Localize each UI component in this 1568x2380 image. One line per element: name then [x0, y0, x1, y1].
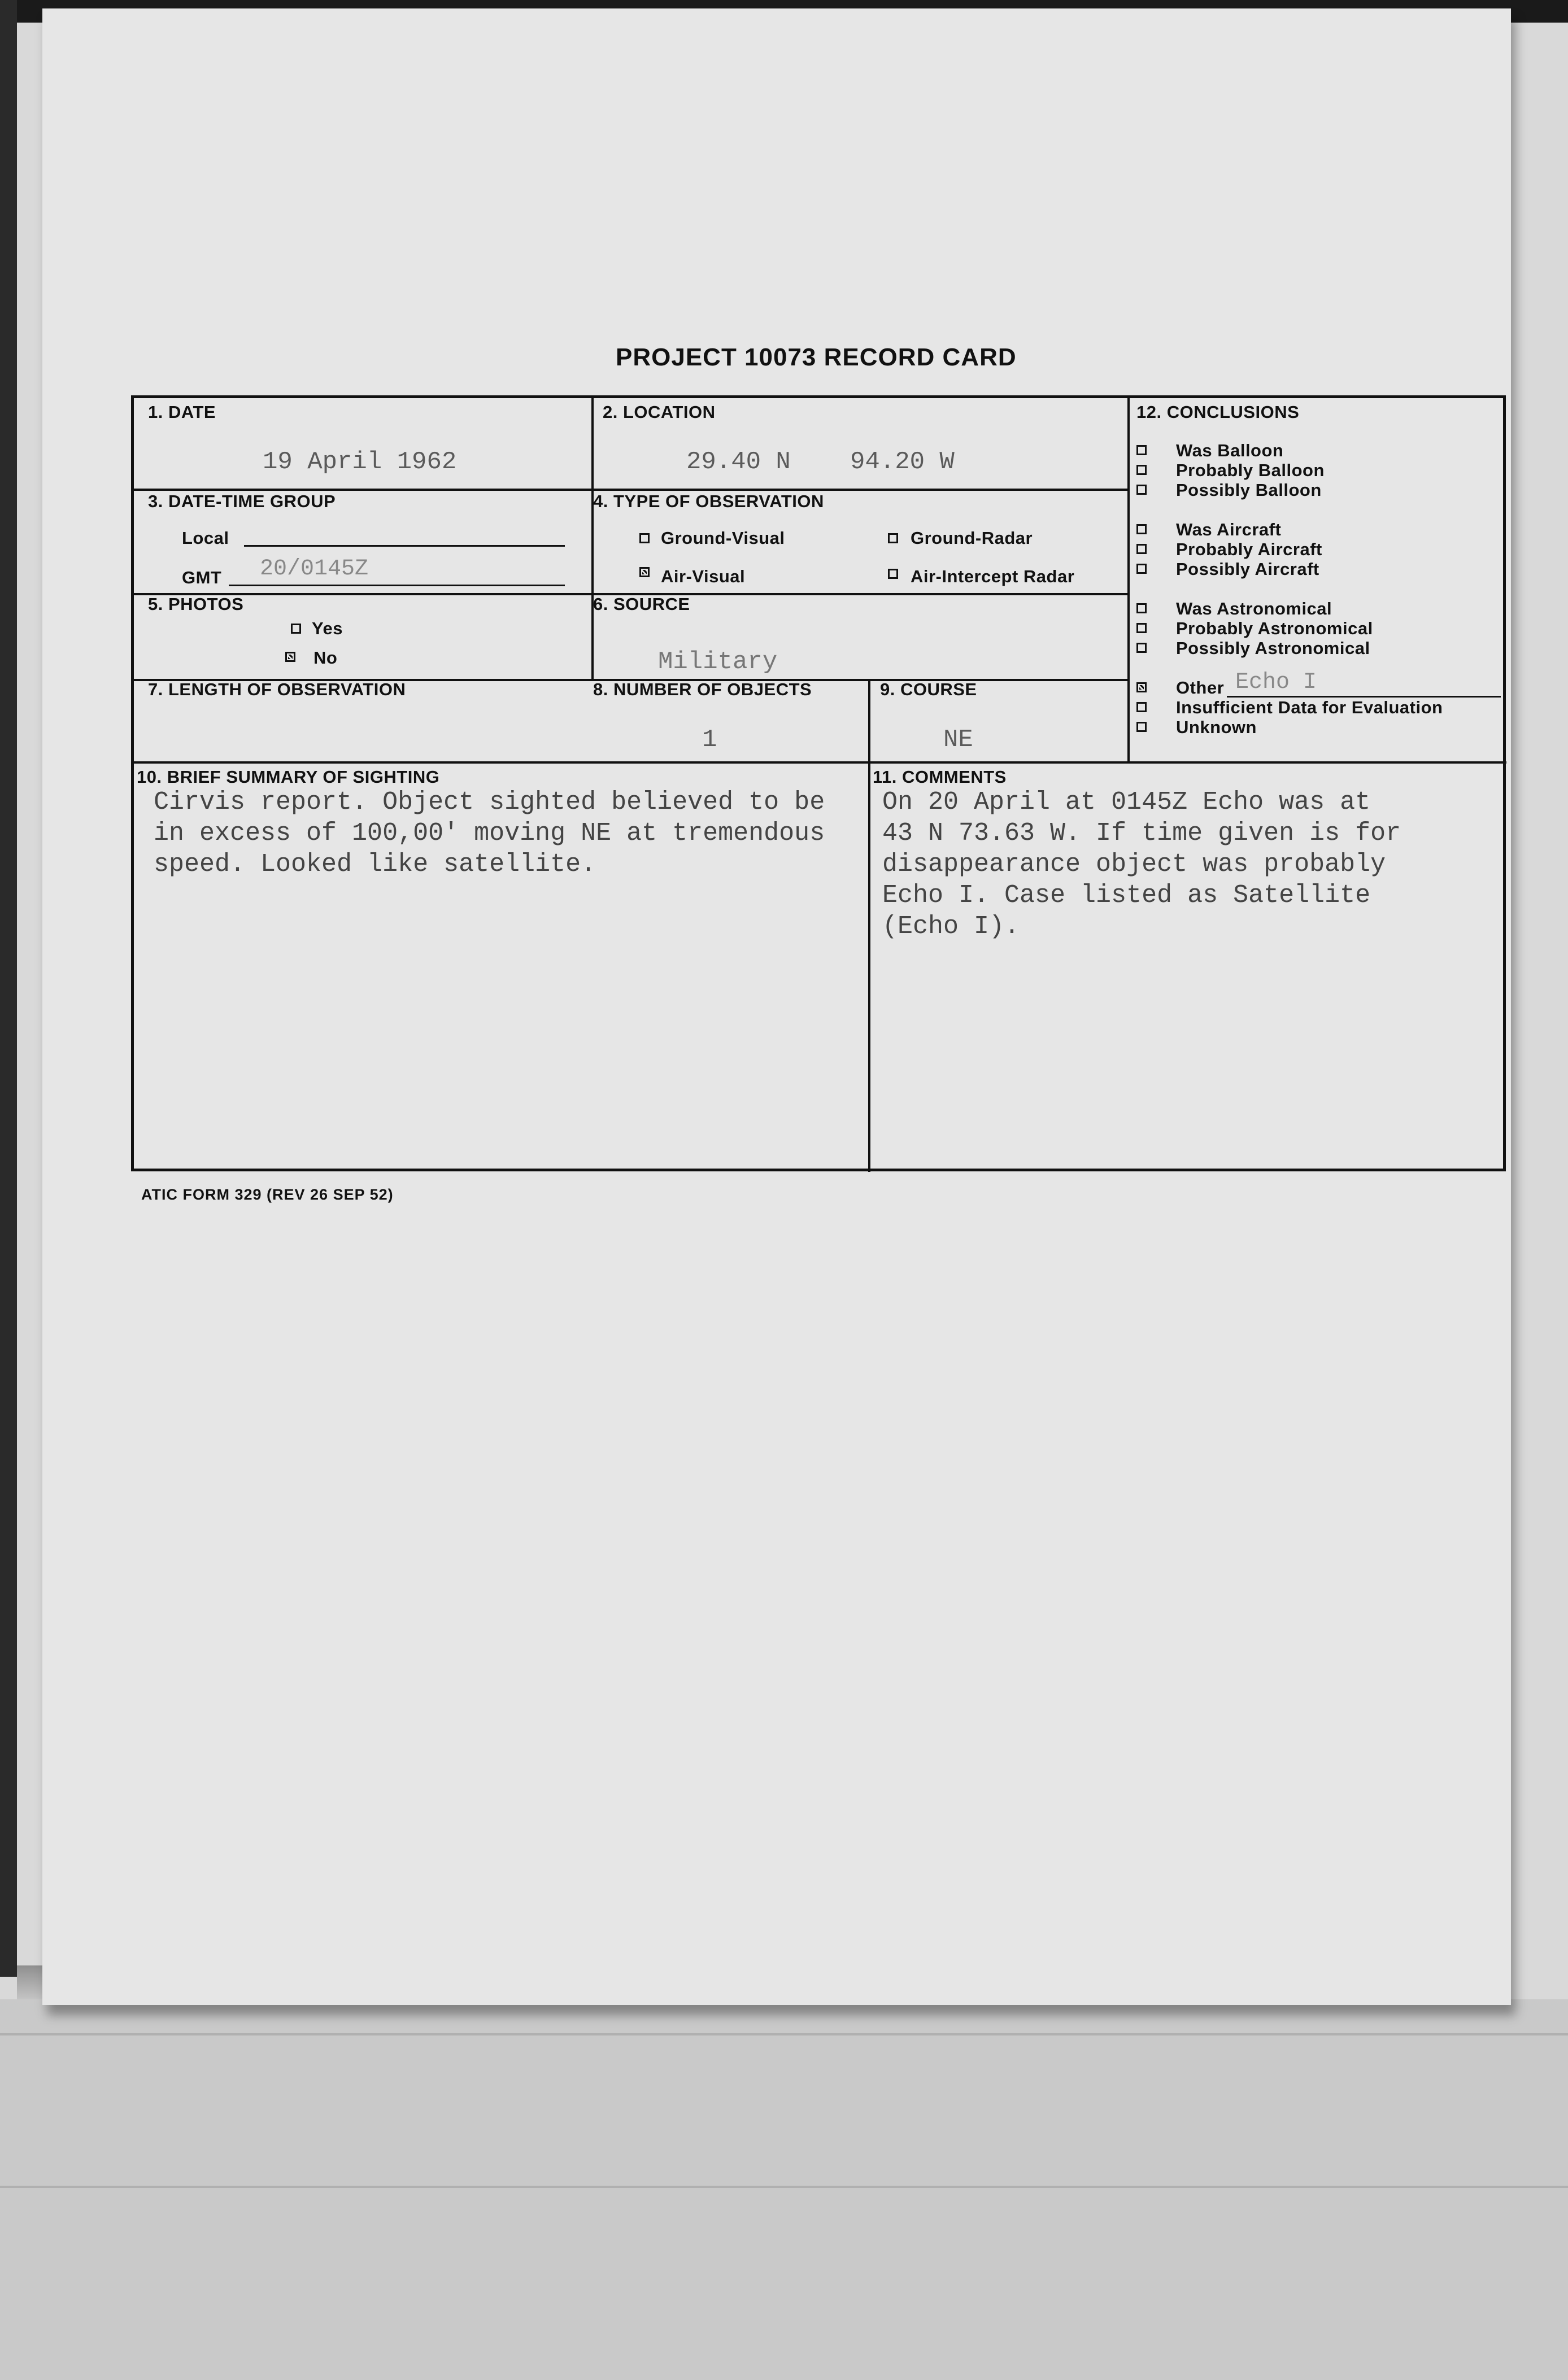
- comments-line: On 20 April at 0145Z Echo was at: [882, 788, 1371, 817]
- divider-v-left: [591, 398, 594, 681]
- divider-v-objects: [868, 681, 870, 762]
- checkbox[interactable]: [1136, 623, 1147, 633]
- divider-h-1: [134, 489, 1129, 491]
- course-label: 9. COURSE: [880, 679, 977, 699]
- conclusions-label: 12. CONCLUSIONS: [1136, 402, 1300, 422]
- local-label: Local: [182, 528, 229, 548]
- comments-line: 43 N 73.63 W. If time given is for: [882, 819, 1401, 848]
- length-of-observation-label: 7. LENGTH OF OBSERVATION: [148, 679, 406, 699]
- conclusion-label: Other: [1176, 678, 1225, 698]
- checkbox[interactable]: [1136, 643, 1147, 653]
- photos-yes-checkbox[interactable]: [291, 624, 301, 634]
- gmt-label: GMT: [182, 568, 222, 587]
- air-intercept-radar-label: Air-Intercept Radar: [911, 566, 1075, 586]
- divider-h-4: [134, 761, 1506, 764]
- summary-line: in excess of 100,00' moving NE at tremendous: [154, 819, 825, 848]
- air-intercept-radar-checkbox[interactable]: [888, 569, 898, 579]
- checkbox[interactable]: [1136, 524, 1147, 534]
- photos-yes-label: Yes: [312, 618, 343, 638]
- conclusion-label: Was Aircraft: [1176, 520, 1282, 539]
- conclusion-label: Unknown: [1176, 717, 1257, 737]
- checkbox[interactable]: [1136, 682, 1147, 692]
- background-sheet-edge: [0, 2033, 1568, 2035]
- checkbox[interactable]: [1136, 564, 1147, 574]
- checkbox[interactable]: [1136, 702, 1147, 712]
- conclusion-label: Possibly Balloon: [1176, 480, 1322, 500]
- conclusion-label: Possibly Astronomical: [1176, 638, 1370, 658]
- ground-radar-label: Ground-Radar: [911, 528, 1033, 548]
- summary-text: [154, 787, 825, 880]
- date-value: 19 April 1962: [263, 448, 457, 476]
- source-label: 6. SOURCE: [593, 594, 690, 614]
- comments-line: disappearance object was probably: [882, 850, 1386, 879]
- card-title: PROJECT 10073 RECORD CARD: [616, 343, 1017, 371]
- divider-v-conclusions: [1127, 398, 1130, 762]
- checkbox[interactable]: [1136, 445, 1147, 455]
- background-sheet-fold: [0, 2186, 1568, 2188]
- gmt-value: 20/0145Z: [260, 556, 369, 582]
- type-of-observation-label: 4. TYPE OF OBSERVATION: [593, 491, 824, 511]
- ground-visual-label: Ground-Visual: [661, 528, 785, 548]
- conclusion-label: Was Balloon: [1176, 441, 1284, 460]
- other-value: Echo I: [1235, 670, 1317, 695]
- date-label: 1. DATE: [148, 402, 216, 422]
- comments-line: (Echo I).: [882, 912, 1020, 941]
- checkbox[interactable]: [1136, 465, 1147, 475]
- checkbox[interactable]: [1136, 544, 1147, 554]
- gmt-line: [229, 585, 565, 586]
- comments-line: Echo I. Case listed as Satellite: [882, 881, 1371, 910]
- comments-text: [882, 787, 1401, 942]
- location-lon: 94.20 W: [850, 448, 955, 476]
- photos-no-label: No: [313, 648, 338, 668]
- conclusion-label: Probably Aircraft: [1176, 539, 1322, 559]
- conclusion-label: Probably Astronomical: [1176, 618, 1373, 638]
- ground-radar-checkbox[interactable]: [888, 533, 898, 543]
- conclusion-label: Probably Balloon: [1176, 460, 1325, 480]
- photos-label: 5. PHOTOS: [148, 594, 244, 614]
- local-line: [244, 545, 565, 547]
- divider-v-summary: [868, 762, 870, 1172]
- summary-line: Cirvis report. Object sighted believed to be: [154, 788, 825, 817]
- conclusion-label: Possibly Aircraft: [1176, 559, 1319, 579]
- checkbox[interactable]: [1136, 603, 1147, 613]
- air-visual-label: Air-Visual: [661, 566, 746, 586]
- summary-label: 10. BRIEF SUMMARY OF SIGHTING: [137, 767, 440, 787]
- checkbox[interactable]: [1136, 485, 1147, 495]
- course-value: NE: [943, 726, 973, 754]
- air-visual-checkbox[interactable]: [639, 567, 650, 577]
- source-value: Military: [658, 648, 778, 676]
- number-of-objects-value: 1: [702, 726, 717, 754]
- ground-visual-checkbox[interactable]: [639, 533, 650, 543]
- conclusion-label: Was Astronomical: [1176, 599, 1332, 618]
- checkbox[interactable]: [1136, 722, 1147, 732]
- conclusion-label: Insufficient Data for Evaluation: [1176, 698, 1443, 717]
- summary-line: speed. Looked like satellite.: [154, 850, 596, 879]
- date-time-group-label: 3. DATE-TIME GROUP: [148, 491, 336, 511]
- scan-left-edge: [0, 0, 17, 1977]
- comments-label: 11. COMMENTS: [873, 767, 1007, 787]
- photos-no-checkbox[interactable]: [285, 652, 295, 662]
- background-sheet: [0, 1999, 1568, 2380]
- form-footer: ATIC FORM 329 (REV 26 SEP 52): [141, 1186, 394, 1203]
- number-of-objects-label: 8. NUMBER OF OBJECTS: [593, 679, 812, 699]
- location-label: 2. LOCATION: [603, 402, 716, 422]
- location-lat: 29.40 N: [686, 448, 791, 476]
